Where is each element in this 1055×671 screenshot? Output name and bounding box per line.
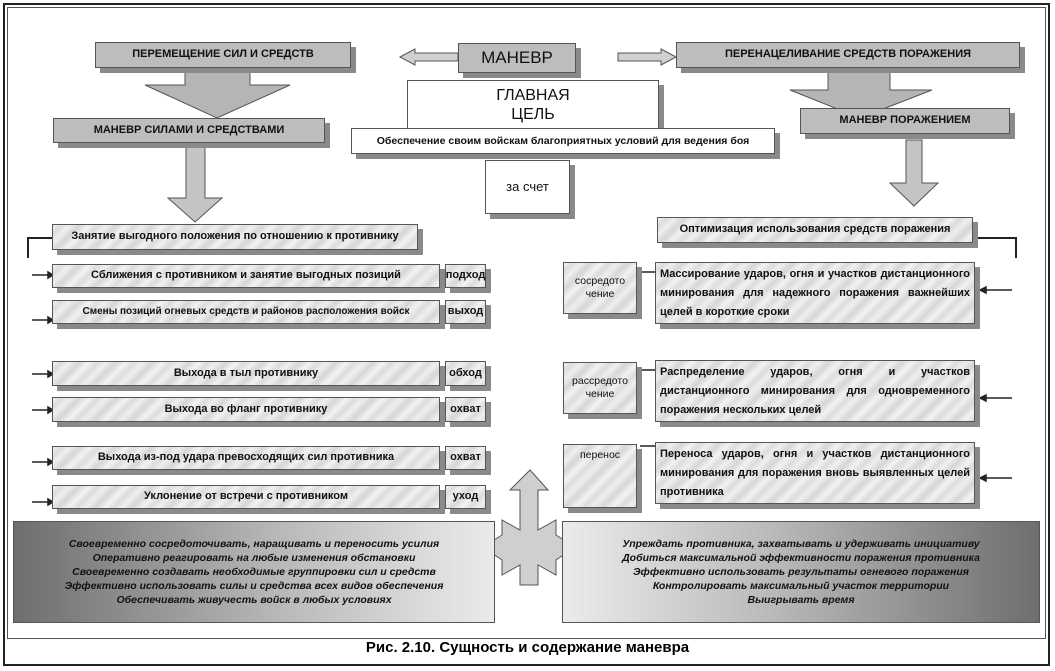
right-tag-1: сосредото чение [563,262,637,314]
figure-caption: Рис. 2.10. Сущность и содержание маневра [365,639,690,656]
left-tag-1: подход [445,264,486,288]
left-row-4: Выхода во фланг противнику [52,397,440,422]
left-tag-6: уход [445,485,486,509]
arrow-right-sub-down [890,140,938,206]
right-row-3: Переноса ударов, огня и участков дистанционного минирования для поражения вновь выявленных целей противника [655,442,975,504]
left-tag-4: охват [445,397,486,422]
left-row-arrows [32,272,53,505]
main-goal-title: ГЛАВНАЯ ЦЕЛЬ [407,80,659,130]
left-tag-2: выход [445,300,486,324]
bottom-right-line-4: Контролировать максимальный участок территории [652,580,950,592]
bottom-left-line-2: Оперативно реагировать на любые изменения обстановки [92,552,416,564]
left-row-1: Сближения с противником и занятие выгодных позиций [52,264,440,288]
right-row-arrows [980,287,1012,481]
right-sub-box: МАНЕВР ПОРАЖЕНИЕМ [800,108,1010,134]
arrow-left-sub-down [168,143,222,222]
left-sub-box: МАНЕВР СИЛАМИ И СРЕДСТВАМИ [53,118,325,143]
top-right-box: ПЕРЕНАЦЕЛИВАНИЕ СРЕДСТВ ПОРАЖЕНИЯ [676,42,1020,68]
left-row-5: Выхода из-под удара превосходящих сил противника [52,446,440,470]
left-row-2: Смены позиций огневых средств и районов расположения войск [52,300,440,324]
right-header: Оптимизация использования средств поражения [657,217,973,243]
arrow-manevr-right [618,49,676,65]
right-row-1: Массирование ударов, огня и участков дистанционного минирования для надежного поражения важнейших целей в короткие сроки [655,262,975,324]
bottom-right-line-5: Выигрывать время [747,594,855,606]
left-tag-3: обход [445,361,486,386]
za-schet-box: за счет [485,160,570,214]
bottom-left-line-3: Своевременно создавать необходимые группировки сил и средств [72,566,436,578]
bottom-right-line-3: Эффективно использовать результаты огневого поражения [633,566,969,578]
left-row-3: Выхода в тыл противнику [52,361,440,386]
top-left-box: ПЕРЕМЕЩЕНИЕ СИЛ И СРЕДСТВ [95,42,351,68]
bottom-left-panel [13,521,495,623]
bottom-left-line-4: Эффективно использовать силы и средства всех видов обеспечения [64,580,444,592]
right-tag-2: рассредото чение [563,362,637,414]
left-tag-5: охват [445,446,486,470]
bottom-right-line-2: Добиться максимальной эффективности поражения противника [622,552,980,564]
right-row-2: Распределение ударов, огня и участков дистанционного минирования для одновременного поражения нескольких целей [655,360,975,422]
arrow-manevr-left [400,49,458,65]
bottom-right-line-1: Упреждать противника, захватывать и удерживать инициативу [622,538,980,550]
right-tag-3: перенос [563,444,637,508]
left-row-6: Уклонение от встречи с противником [52,485,440,509]
bottom-left-line-5: Обеспечивать живучесть войск в любых условиях [116,594,392,606]
bottom-left-line-1: Своевременно сосредоточивать, наращивать и переносить усилия [68,538,440,550]
manevr-box: МАНЕВР [458,43,576,73]
main-goal-text: Обеспечение своим войскам благоприятных условий для ведения боя [351,128,775,154]
left-header: Занятие выгодного положения по отношению к противнику [52,224,418,250]
arrow-left-down [145,68,290,118]
bottom-right-panel [562,521,1040,623]
